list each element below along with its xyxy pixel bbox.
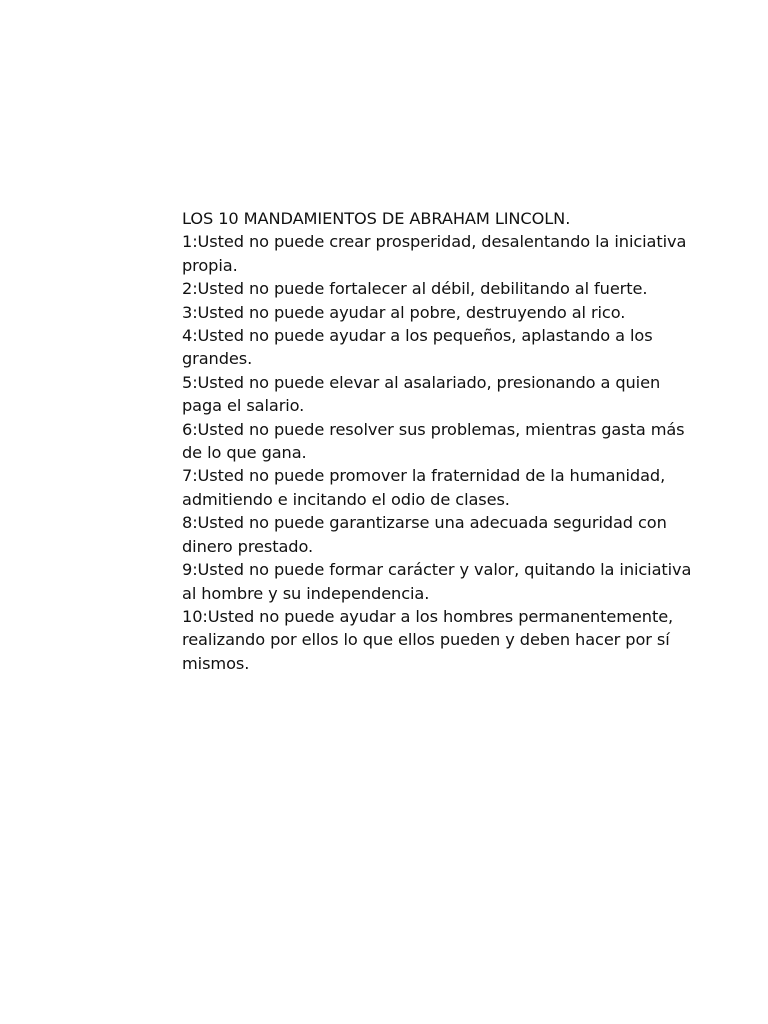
document-body <box>182 207 697 675</box>
document-title: LOS 10 MANDAMIENTOS DE ABRAHAM LINCOLN. <box>182 209 571 228</box>
commandment-6: 6:Usted no puede resolver sus problemas, mientras gasta más de lo que gana. <box>182 419 690 463</box>
commandment-10: 10:Usted no puede ayudar a los hombres permanentemente, realizando por ellos lo que ellos pueden y deben hacer por sí mismos. <box>182 606 679 673</box>
commandment-9: 9:Usted no puede formar carácter y valor, quitando la iniciativa al hombre y su independencia. <box>182 560 697 603</box>
commandment-8: 8:Usted no puede garantizarse una adecuada seguridad con dinero prestado. <box>182 513 672 556</box>
commandment-2: 2:Usted no puede fortalecer al débil, debilitando al fuerte. <box>182 279 648 299</box>
commandment-7: 7:Usted no puede promover la fraternidad de la humanidad, admitiendo e incitando el odio de clases. <box>182 466 671 509</box>
commandment-4: 4:Usted no puede ayudar a los pequeños, aplastando a los grandes. <box>182 326 658 369</box>
commandment-1: 1:Usted no puede crear prosperidad, desalentando la iniciativa propia. <box>182 232 692 275</box>
commandment-5: 5:Usted no puede elevar al asalariado, presionando a quien paga el salario. <box>182 372 666 416</box>
commandment-3: 3:Usted no puede ayudar al pobre, destruyendo al rico. <box>182 302 626 322</box>
